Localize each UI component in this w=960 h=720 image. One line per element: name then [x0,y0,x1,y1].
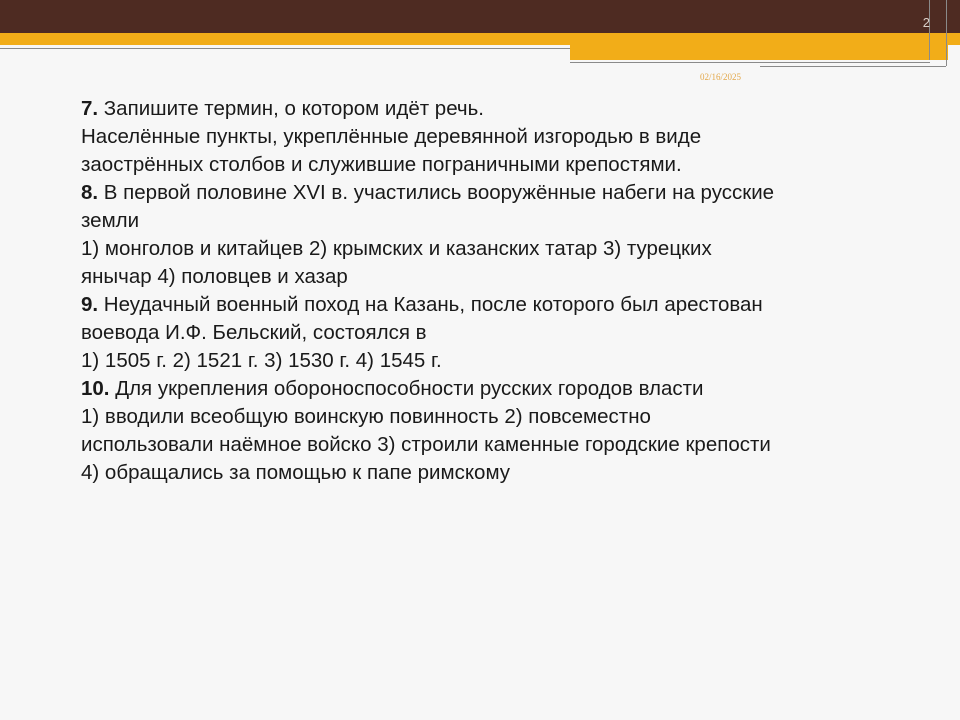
question-7-heading [81,95,911,123]
header-bar [0,0,960,33]
question-text: Для укрепления обороноспособности русских городов власти [109,377,704,400]
question-line: воевода И.Ф. Бельский, состоялся в [81,321,427,344]
answer-options: использовали наёмное войско 3) строили каменные городские крепости [81,433,771,456]
answer-options: 4) обращались за помощью к папе римскому [81,461,511,484]
answer-options: 1) вводили всеобщую воинскую повинность 2) повсеместно [81,405,651,428]
question-8-heading [81,179,911,207]
question-number: 10. [81,377,110,400]
question-line: заострённых столбов и служившие пограничными крепостями. [81,153,682,176]
divider-line [570,62,930,63]
answer-options: янычар 4) половцев и хазар [81,265,348,288]
accent-band-right [570,45,948,60]
question-text: Неудачный военный поход на Казань, после которого был арестован [98,293,763,316]
question-number: 9. [81,293,99,316]
accent-band [0,33,960,45]
question-text: Запишите термин, о котором идёт речь. [98,97,484,120]
question-line: земли [81,209,140,232]
divider-line [760,66,946,67]
question-9-heading [81,291,911,319]
question-number: 7. [81,97,99,120]
divider-line-vertical [929,0,930,60]
slide-date: 02/16/2025 [700,72,742,82]
question-text: В первой половине XVI в. участились вооружённые набеги на русские [98,181,775,204]
slide-number: 2 [922,15,930,30]
question-number: 8. [81,181,99,204]
divider-line [0,48,570,49]
question-line: Населённые пункты, укреплённые деревянной изгородью в виде [81,125,702,148]
answer-options: 1) монголов и китайцев 2) крымских и казанских татар 3) турецких [81,237,712,260]
question-10-heading [81,375,911,403]
slide-content [81,95,911,487]
divider-line-vertical [946,0,947,66]
answer-options: 1) 1505 г. 2) 1521 г. 3) 1530 г. 4) 1545 г. [81,349,442,372]
